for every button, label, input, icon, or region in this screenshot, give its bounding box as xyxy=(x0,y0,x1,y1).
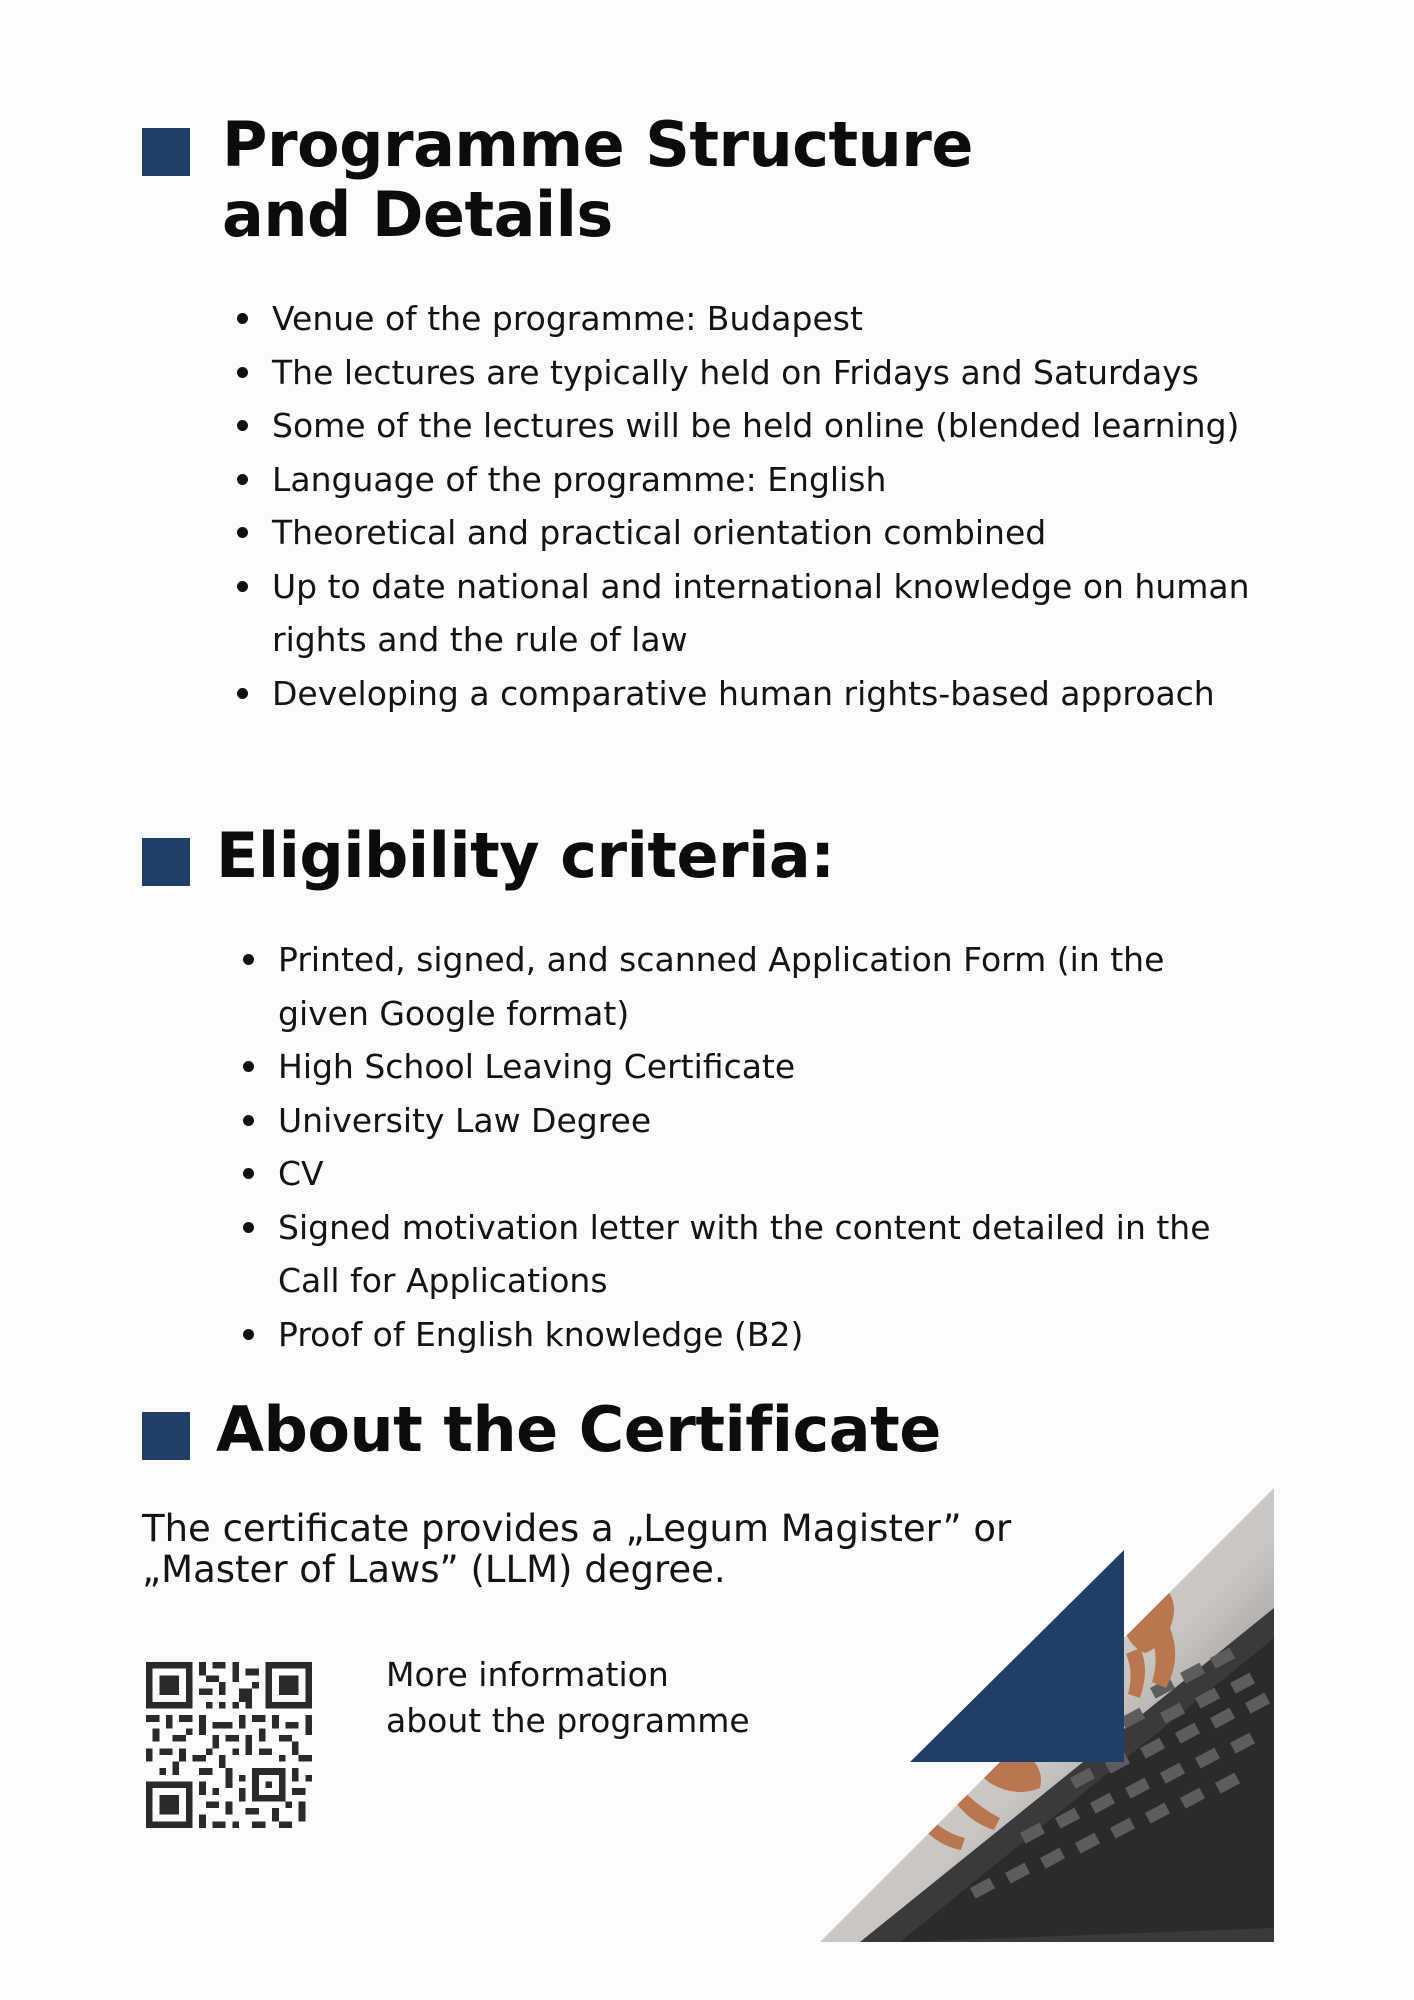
bullet-icon xyxy=(237,688,248,699)
programme-list xyxy=(272,292,1292,720)
more-info-line-1: More information xyxy=(386,1655,669,1694)
certificate-line-2: „Master of Laws” (LLM) degree. xyxy=(142,1548,726,1591)
bullet-icon xyxy=(237,527,248,538)
bullet-icon xyxy=(237,581,248,592)
list-item: Venue of the programme: Budapest xyxy=(272,292,1292,346)
bullet-icon xyxy=(237,367,248,378)
bullet-icon xyxy=(237,474,248,485)
bullet-icon xyxy=(237,420,248,431)
more-info-line-2: about the programme xyxy=(386,1701,750,1740)
list-item: Language of the programme: English xyxy=(272,453,1292,507)
bullet-icon xyxy=(243,1061,254,1072)
more-info-text xyxy=(386,1652,750,1744)
list-item: CV xyxy=(278,1147,1238,1201)
bullet-icon xyxy=(243,1329,254,1340)
list-item: University Law Degree xyxy=(278,1094,1238,1148)
laptop-keyboard-photo xyxy=(820,1488,1274,1942)
list-item: Developing a comparative human rights-based approach xyxy=(272,667,1292,721)
bullet-icon xyxy=(243,1168,254,1179)
section-marker-icon xyxy=(142,1412,190,1460)
bullet-icon xyxy=(237,313,248,324)
bullet-icon xyxy=(243,954,254,965)
list-item: Some of the lectures will be held online (blended learning) xyxy=(272,399,1292,453)
list-item: Proof of English knowledge (B2) xyxy=(278,1308,1238,1362)
bullet-icon xyxy=(243,1115,254,1126)
list-item: Theoretical and practical orientation combined xyxy=(272,506,1292,560)
section-marker-icon xyxy=(142,838,190,886)
section-marker-icon xyxy=(142,128,190,176)
qr-code-icon xyxy=(146,1662,312,1828)
list-item: Signed motivation letter with the content detailed in the Call for Applications xyxy=(278,1201,1238,1308)
eligibility-heading: Eligibility criteria: xyxy=(216,819,835,892)
eligibility-list xyxy=(278,933,1238,1361)
list-item: Printed, signed, and scanned Application Form (in the given Google format) xyxy=(278,933,1238,1040)
certificate-heading: About the Certificate xyxy=(216,1393,941,1466)
bullet-icon xyxy=(243,1222,254,1233)
programme-heading: Programme Structure and Details xyxy=(222,108,973,251)
certificate-line-1: The certificate provides a „Legum Magister” or xyxy=(142,1507,1012,1550)
list-item: Up to date national and international knowledge on human rights and the rule of law xyxy=(272,560,1292,667)
list-item: The lectures are typically held on Fridays and Saturdays xyxy=(272,346,1292,400)
list-item: High School Leaving Certificate xyxy=(278,1040,1238,1094)
